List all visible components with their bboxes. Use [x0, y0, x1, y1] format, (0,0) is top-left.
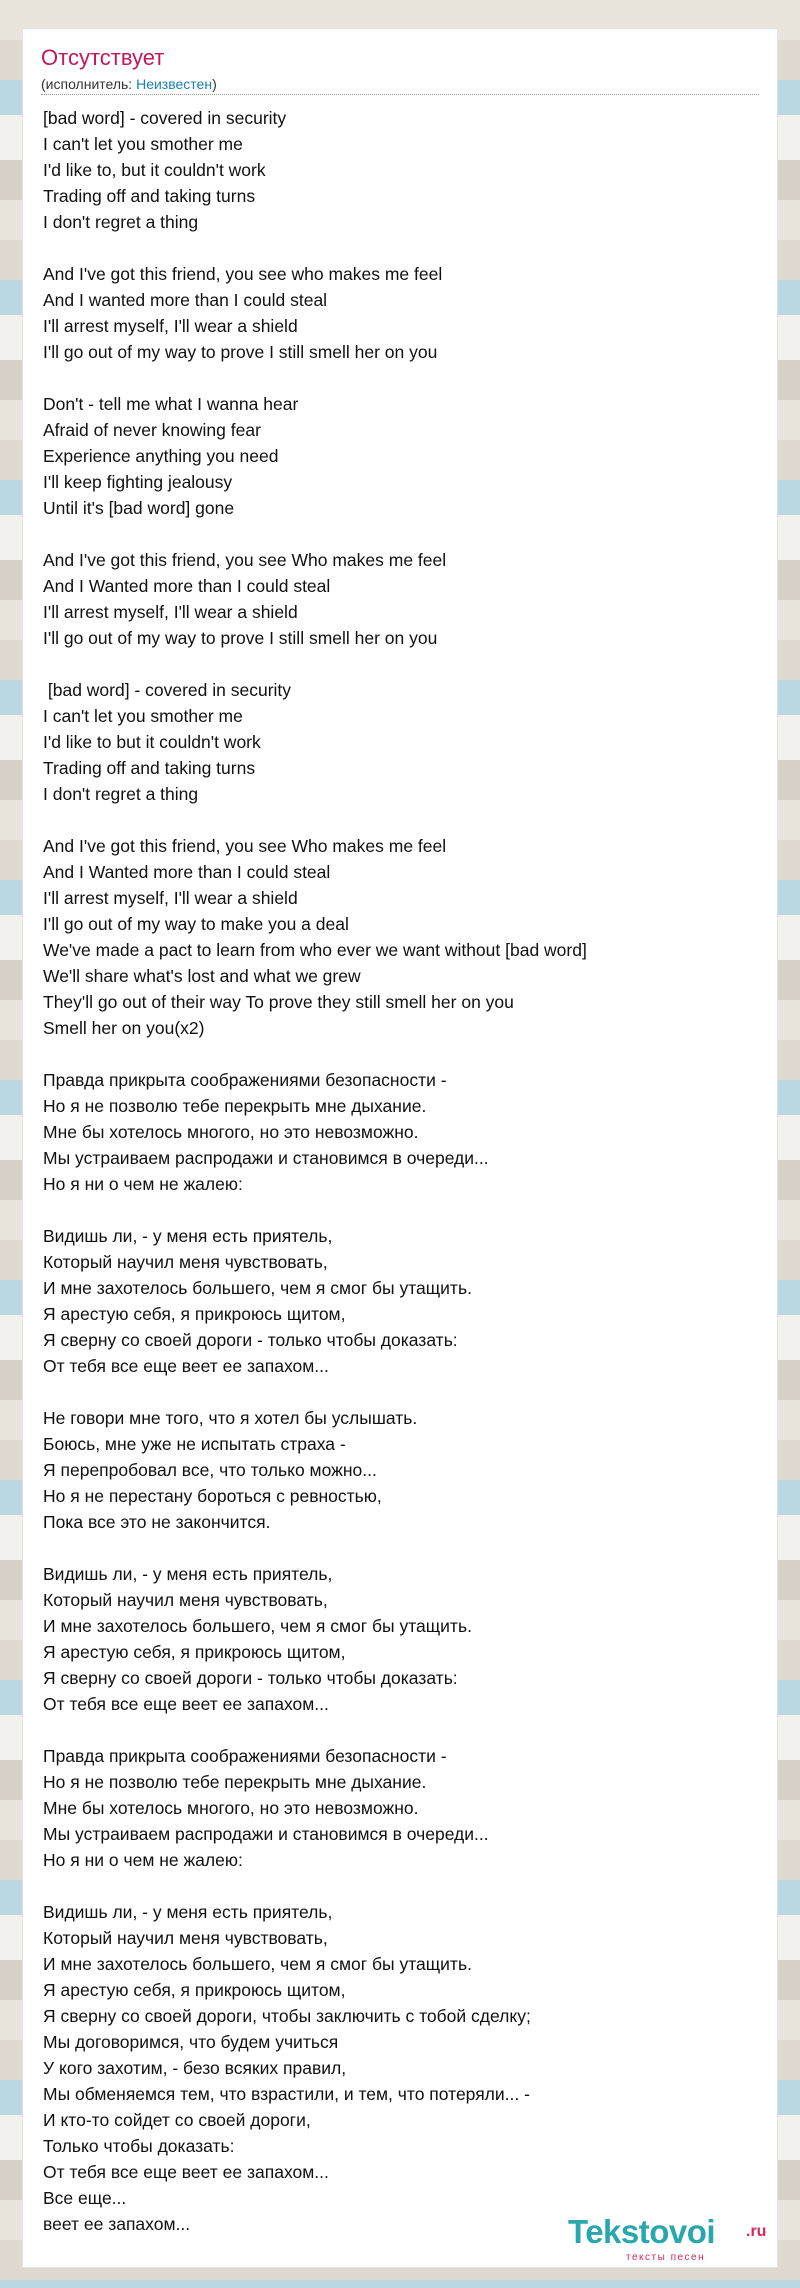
lyric-line: And I wanted more than I could steal — [43, 290, 328, 310]
lyric-line: Пока все это не закончится. — [43, 1512, 271, 1532]
artist-link[interactable]: Неизвестен — [136, 76, 213, 92]
lyric-line: Который научил меня чувствовать, — [43, 1928, 328, 1948]
stanza-break — [43, 365, 759, 391]
lyric-line: Afraid of never knowing fear — [43, 420, 261, 440]
artist-prefix: (исполнитель: — [41, 76, 137, 92]
stanza-break — [43, 1873, 759, 1899]
lyric-line: Я арестую себя, я прикроюсь щитом, — [43, 1980, 346, 2000]
stanza-break — [43, 807, 759, 833]
lyric-line: I can't let you smother me — [43, 134, 243, 154]
artist-line — [41, 75, 217, 93]
tekstovoi-logo[interactable] — [568, 2212, 768, 2272]
lyric-line: I'll arrest myself, I'll wear a shield — [43, 888, 298, 908]
lyric-line: Мы договоримся, что будем учиться — [43, 2032, 339, 2052]
lyric-line: Но я ни о чем не жалею: — [43, 1174, 243, 1194]
lyric-line: веет ее запахом... — [43, 2214, 191, 2234]
lyric-line: Until it's [bad word] gone — [43, 498, 235, 518]
lyric-line: Я арестую себя, я прикроюсь щитом, — [43, 1304, 346, 1324]
lyric-line: И мне захотелось большего, чем я смог бы утащить. — [43, 1954, 472, 1974]
lyric-line: Видишь ли, - у меня есть приятель, — [43, 1902, 333, 1922]
artist-suffix: ) — [212, 76, 217, 92]
lyrics-card — [22, 28, 778, 2268]
song-title: Отсутствует — [41, 45, 165, 70]
lyric-line: Но я не позволю тебе перекрыть мне дыхание. — [43, 1096, 427, 1116]
lyric-line: Мы устраиваем распродажи и становимся в очереди... — [43, 1824, 489, 1844]
lyric-line: Но я ни о чем не жалею: — [43, 1850, 243, 1870]
lyric-line: У кого захотим, - безо всяких правил, — [43, 2058, 347, 2078]
lyric-line: Trading off and taking turns — [43, 758, 256, 778]
stanza-break — [43, 521, 759, 547]
lyric-line: Боюсь, мне уже не испытать страха - — [43, 1434, 346, 1454]
lyric-line: Видишь ли, - у меня есть приятель, — [43, 1226, 333, 1246]
lyric-line: Не говори мне того, что я хотел бы услышать. — [43, 1408, 418, 1428]
lyric-line: От тебя все еще веет ее запахом... — [43, 1694, 329, 1714]
lyric-line: And I've got this friend, you see Who makes me feel — [43, 550, 447, 570]
lyric-line: And I've got this friend, you see who makes me feel — [43, 264, 443, 284]
lyrics-text — [43, 105, 759, 2237]
lyric-line: Видишь ли, - у меня есть приятель, — [43, 1564, 333, 1584]
lyric-line: Мне бы хотелось многого, но это невозможно. — [43, 1798, 419, 1818]
title-divider — [41, 94, 759, 95]
lyric-line: Но я не позволю тебе перекрыть мне дыхание. — [43, 1772, 427, 1792]
lyric-line: Мне бы хотелось многого, но это невозможно. — [43, 1122, 419, 1142]
lyric-line: I'll go out of my way to prove I still smell her on you — [43, 342, 438, 362]
lyric-line: Мы устраиваем распродажи и становимся в очереди... — [43, 1148, 489, 1168]
lyric-line: Мы обменяемся тем, что взрастили, и тем, что потеряли... - — [43, 2084, 530, 2104]
lyric-line: I'll arrest myself, I'll wear a shield — [43, 602, 298, 622]
lyric-line: И кто-то сойдет со своей дороги, — [43, 2110, 311, 2130]
lyric-line: От тебя все еще веет ее запахом... — [43, 2162, 329, 2182]
lyric-line: Который научил меня чувствовать, — [43, 1590, 328, 1610]
lyric-line: And I Wanted more than I could steal — [43, 576, 331, 596]
lyric-line: I'd like to but it couldn't work — [43, 732, 261, 752]
lyric-line: Don't - tell me what I wanna hear — [43, 394, 299, 414]
logo-name: Tekstovoi — [568, 2213, 716, 2250]
lyric-line: Я сверну со своей дороги - только чтобы доказать: — [43, 1668, 458, 1688]
logo-tagline: тексты песен — [626, 2252, 706, 2263]
lyric-line: Но я не перестану бороться с ревностью, — [43, 1486, 382, 1506]
lyric-line: И мне захотелось большего, чем я смог бы утащить. — [43, 1278, 472, 1298]
stanza-break — [43, 235, 759, 261]
lyric-line: I'll arrest myself, I'll wear a shield — [43, 316, 298, 336]
lyric-line: И мне захотелось большего, чем я смог бы утащить. — [43, 1616, 472, 1636]
lyric-line: I don't regret a thing — [43, 784, 199, 804]
lyric-line: Trading off and taking turns — [43, 186, 256, 206]
lyric-line: Experience anything you need — [43, 446, 279, 466]
lyric-line: We'll share what's lost and what we grew — [43, 966, 361, 986]
lyric-line: Правда прикрыта соображениями безопасности - — [43, 1070, 447, 1090]
lyric-line: Я перепробовал все, что только можно... — [43, 1460, 377, 1480]
lyric-line: Я арестую себя, я прикроюсь щитом, — [43, 1642, 346, 1662]
lyric-line: Все еще... — [43, 2188, 127, 2208]
lyric-line: And I've got this friend, you see Who makes me feel — [43, 836, 447, 856]
lyric-line: Только чтобы доказать: — [43, 2136, 235, 2156]
stanza-break — [43, 1041, 759, 1067]
lyric-line: I can't let you smother me — [43, 706, 243, 726]
lyric-line: Правда прикрыта соображениями безопасности - — [43, 1746, 447, 1766]
logo-tld: .ru — [746, 2223, 767, 2240]
stanza-break — [43, 1379, 759, 1405]
lyric-line: I don't regret a thing — [43, 212, 199, 232]
lyric-line: We've made a pact to learn from who ever we want without [bad word] — [43, 940, 587, 960]
stanza-break — [43, 651, 759, 677]
lyric-line: Я сверну со своей дороги - только чтобы доказать: — [43, 1330, 458, 1350]
lyric-line: Который научил меня чувствовать, — [43, 1252, 328, 1272]
lyric-line: They'll go out of their way To prove they still smell her on you — [43, 992, 514, 1012]
lyric-line: [bad word] - covered in security — [43, 680, 292, 700]
lyric-line: And I Wanted more than I could steal — [43, 862, 331, 882]
lyric-line: I'd like to, but it couldn't work — [43, 160, 266, 180]
lyric-line: Я сверну со своей дороги, чтобы заключить с тобой сделку; — [43, 2006, 531, 2026]
lyric-line: [bad word] - covered in security — [43, 108, 287, 128]
lyric-line: От тебя все еще веет ее запахом... — [43, 1356, 329, 1376]
stanza-break — [43, 1717, 759, 1743]
lyric-line: I'll go out of my way to make you a deal — [43, 914, 349, 934]
stanza-break — [43, 1535, 759, 1561]
lyric-line: I'll go out of my way to prove I still smell her on you — [43, 628, 438, 648]
lyric-line: I'll keep fighting jealousy — [43, 472, 233, 492]
stanza-break — [43, 1197, 759, 1223]
lyric-line: Smell her on you(x2) — [43, 1018, 205, 1038]
